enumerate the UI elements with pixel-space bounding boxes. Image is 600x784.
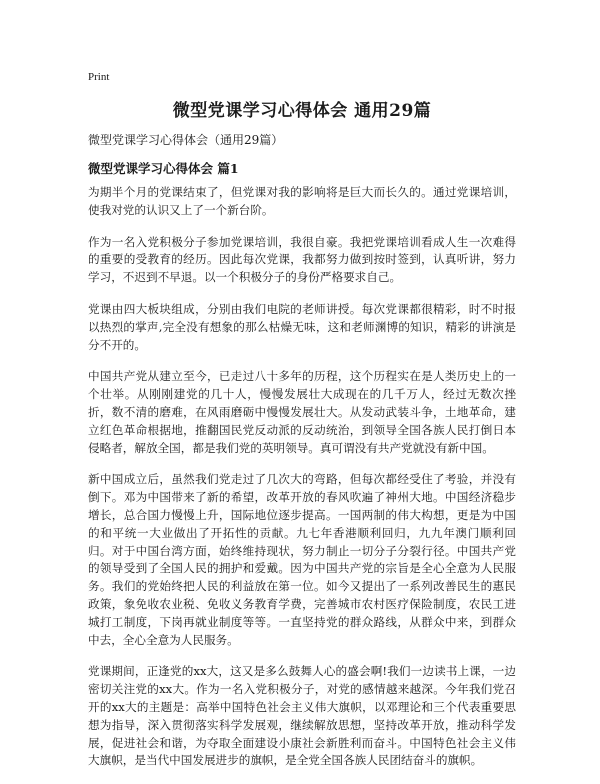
- document-body: [88, 184, 516, 784]
- print-label: Print: [88, 71, 110, 83]
- paragraph: 中国共产党从建立至今，已走过八十多年的历程，这个历程实在是人类历史上的一个壮举。从刚刚建党的几十人，慢慢发展壮大成现在的几千万人，经过无数次挫折，数不清的磨难，在风雨磨砺中慢慢发展壮大。从发动武装斗争，土地革命，建立红色革命根据地，推翻国民党反动派的反动统治，到领导全国各族人民打倒日本侵略者，解放全国，都是我们党的英明领导。真可谓没有共产党就没有新中国。: [88, 369, 516, 455]
- paragraph: 党课期间，正逢党的xx大，这又是多么鼓舞人心的盛会啊!我们一边读书上课，一边密切关注党的xx大。作为一名入党积极分子，对党的感情越来越深。今年我们党召开的xx大的主题是：高举中国特色社会主义伟大旗帜，以邓理论和三个代表重要思想为指导，深入贯彻落实科学发展观，继续解放思想，坚持改革开放，推动科学发展，促进社会和谐，为夺取全面建设小康社会新胜利而奋斗。中国特色社会主义伟大旗帜，是当代中国发展进步的旗帜，是全党全国各族人民团结奋斗的旗帜。: [88, 664, 516, 768]
- paragraph: 党课由四大板块组成，分别由我们电院的老师讲授。每次党课都很精彩，时不时报以热烈的掌声,完全没有想象的那么枯燥无味，这和老师渊博的知识，精彩的讲演是分不开的。: [88, 301, 516, 352]
- document-title: 微型党课学习心得体会 通用29篇: [172, 101, 432, 121]
- section-heading: 微型党课学习心得体会 篇1: [88, 161, 239, 176]
- paragraph: 为期半个月的党课结束了，但党课对我的影响将是巨大而长久的。通过党课培训，使我对党的认识又上了一个新台阶。: [88, 185, 516, 217]
- document-subtitle: 微型党课学习心得体会（通用29篇）: [88, 133, 284, 147]
- paragraph: 新中国成立后，虽然我们党走过了几次大的弯路，但每次都经受住了考验，并没有倒下。邓为中国带来了新的希望，改革开放的春风吹遍了神州大地。中国经济稳步增长，总合国力慢慢上升，国际地位逐步提高。一国两制的伟大构想，更是为中国的和平统一大业做出了开拓性的贡献。九七年香港顺利回归，九九年澳门顺利回归。对于中国台湾方面，始终维持现状，努力制止一切分子分裂行径。中国共产党的领导受到了全国人民的拥护和爱戴。因为中国共产党的宗旨是全心全意为人民服务。我们的党始终把人民的利益放在第一位。如今又提出了一系列改善民生的惠民政策，象免收农业税、免收义务教育学费，完善城市农村医疗保险制度，农民工进城打工制度，下岗再就业制度等等。一直坚持党的群众路线，从群众中来，到群众中去，全心全意为人民服务。: [88, 472, 516, 647]
- paragraph: 作为一名入党积极分子参加党课培训，我很自豪。我把党课培训看成人生一次难得的重要的受教育的经历。因此每次党课，我都努力做到按时签到，认真听讲，努力学习，不迟到不早退。以一个积极分子的身份严格要求自己。: [88, 234, 516, 285]
